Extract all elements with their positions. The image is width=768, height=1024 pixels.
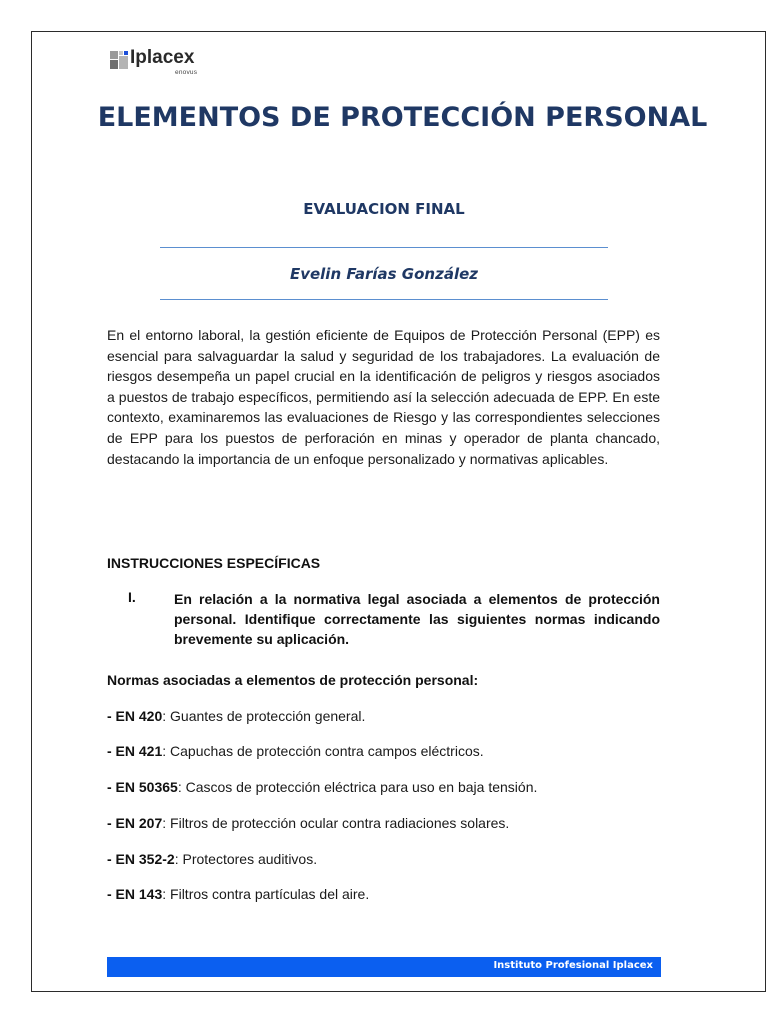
footer-bar [107,957,661,977]
document-subtitle: EVALUACION FINAL [303,200,465,218]
norm-code: - EN 421 [107,743,163,759]
norm-description: : Filtros contra partículas del aire. [162,886,370,902]
norm-item [107,815,509,831]
footer-institution: Instituto Profesional Iplacex [493,960,653,971]
intro-paragraph: En el entorno laboral, la gestión eficiente de Equipos de Protección Personal (EPP) es esencial para salvaguardar la salud y seguridad de los trabajadores. La evaluación de riesgos desempeña un papel crucial en la identificación de peligros y riesgos asociados a puestos de trabajo específicos, permitiendo así la selección adecuada de EPP. En este contexto, examinaremos las evaluaciones de Riesgo y las correspondientes selecciones de EPP para los puestos de perforación en minas y operador de planta chancado, destacando la importancia de un enfoque personalizado y normativas aplicables. [107,327,660,467]
norms-heading: Normas asociadas a elementos de protección personal: [107,672,479,688]
norm-description: : Capuchas de protección contra campos eléctricos. [162,743,484,759]
norm-code: - EN 143 [107,886,163,902]
norm-description: : Cascos de protección eléctrica para uso en baja tensión. [177,779,538,795]
norm-code: - EN 420 [107,708,163,724]
question-number: I. [128,589,136,605]
document-title: ELEMENTOS DE PROTECCIÓN PERSONAL [97,102,708,133]
norm-item [107,743,484,759]
norm-description: : Filtros de protección ocular contra radiaciones solares. [162,815,510,831]
divider-top [160,247,608,248]
norm-description: : Protectores auditivos. [174,851,318,867]
section-heading: INSTRUCCIONES ESPECÍFICAS [107,555,321,571]
logo-subtext: enovus [175,69,198,76]
author-name: Evelin Farías González [289,265,479,283]
norm-item [107,708,365,724]
norm-item [107,851,317,867]
iplacex-logo [110,47,220,81]
norm-item [107,779,537,795]
norm-code: - EN 207 [107,815,163,831]
logo-squares-icon [110,51,128,69]
divider-bottom [160,299,608,300]
norm-code: - EN 50365 [107,779,178,795]
norm-item [107,886,369,902]
norm-description: : Guantes de protección general. [162,708,366,724]
norm-code: - EN 352-2 [107,851,175,867]
question-text: En relación a la normativa legal asociada a elementos de protección personal. Identifique correctamente las siguientes normas indicando brevemente su aplicación. [174,591,660,647]
logo-wordmark: Iplacex [130,47,195,68]
page-border [31,31,766,992]
